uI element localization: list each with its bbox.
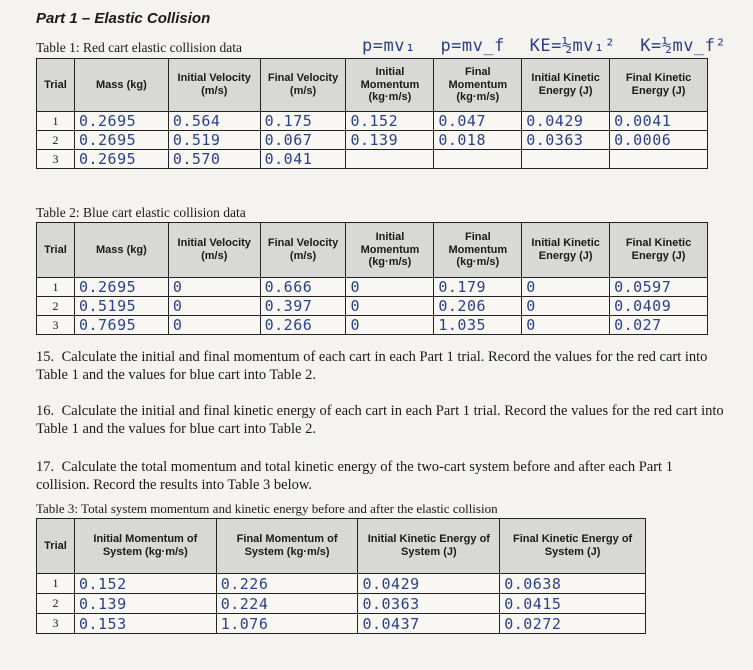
question-17 bbox=[36, 458, 726, 494]
trial-number: 2 bbox=[37, 594, 75, 614]
table-cell: 0.152 bbox=[346, 112, 434, 131]
table-cell bbox=[434, 150, 522, 169]
table-row bbox=[37, 594, 646, 614]
table-cell: 0.666 bbox=[260, 278, 346, 297]
trial-number: 2 bbox=[37, 297, 75, 316]
table-row bbox=[37, 112, 708, 131]
table-cell: 0.2695 bbox=[74, 112, 168, 131]
table1-header-0: Trial bbox=[37, 59, 75, 112]
table-cell: 0 bbox=[522, 297, 610, 316]
table-cell: 0 bbox=[522, 278, 610, 297]
question-number: 15. bbox=[36, 349, 55, 365]
table2-blue-cart bbox=[36, 222, 708, 335]
table1-body bbox=[37, 112, 708, 169]
table3-header-0: Trial bbox=[37, 519, 75, 574]
question-16 bbox=[36, 402, 726, 438]
table2-caption: Table 2: Blue cart elastic collision data bbox=[36, 205, 246, 220]
trial-number: 1 bbox=[37, 574, 75, 594]
table-cell: 0.7695 bbox=[74, 316, 168, 335]
table-cell: 0 bbox=[346, 316, 434, 335]
table-cell: 0.5195 bbox=[74, 297, 168, 316]
question-number: 16. bbox=[36, 403, 55, 419]
table-cell: 1.035 bbox=[434, 316, 522, 335]
table-cell: 0.0429 bbox=[358, 574, 500, 594]
table1-header-4: Initial Momentum (kg·m/s) bbox=[346, 59, 434, 112]
table2-body bbox=[37, 278, 708, 335]
table-cell: 0.0429 bbox=[522, 112, 610, 131]
table-cell: 0.152 bbox=[74, 574, 216, 594]
table1-header-row bbox=[37, 59, 708, 112]
trial-number: 2 bbox=[37, 131, 75, 150]
table2-header-7: Final Kinetic Energy (J) bbox=[610, 223, 708, 278]
table-row bbox=[37, 574, 646, 594]
table-row bbox=[37, 131, 708, 150]
table-cell: 0.027 bbox=[610, 316, 708, 335]
table-cell: 0.0597 bbox=[610, 278, 708, 297]
table-cell: 0 bbox=[346, 297, 434, 316]
table-cell: 1.076 bbox=[216, 614, 358, 634]
trial-number: 3 bbox=[37, 614, 75, 634]
table3-header-3: Initial Kinetic Energy of System (J) bbox=[358, 519, 500, 574]
table-cell: 0.2695 bbox=[74, 131, 168, 150]
table3-header-1: Initial Momentum of System (kg·m/s) bbox=[74, 519, 216, 574]
table-cell: 0.570 bbox=[168, 150, 260, 169]
table-cell: 0.139 bbox=[346, 131, 434, 150]
question-15 bbox=[36, 348, 726, 384]
table-cell: 0.226 bbox=[216, 574, 358, 594]
table-cell: 0.224 bbox=[216, 594, 358, 614]
table3-caption: Table 3: Total system momentum and kinetic energy before and after the elastic collision bbox=[36, 501, 498, 516]
question-number: 17. bbox=[36, 459, 55, 475]
table2-header-1: Mass (kg) bbox=[74, 223, 168, 278]
table1-header-3: Final Velocity (m/s) bbox=[260, 59, 346, 112]
table2-header-5: Final Momentum (kg·m/s) bbox=[434, 223, 522, 278]
table-cell: 0.0041 bbox=[610, 112, 708, 131]
table3-header-4: Final Kinetic Energy of System (J) bbox=[500, 519, 646, 574]
table-cell: 0.139 bbox=[74, 594, 216, 614]
table-cell: 0.2695 bbox=[74, 150, 168, 169]
trial-number: 1 bbox=[37, 278, 75, 297]
table-cell bbox=[522, 150, 610, 169]
table2-header-4: Initial Momentum (kg·m/s) bbox=[346, 223, 434, 278]
table-cell: 0 bbox=[168, 278, 260, 297]
table-cell: 0.519 bbox=[168, 131, 260, 150]
handwritten-formulas bbox=[362, 36, 740, 56]
table2-header-2: Initial Velocity (m/s) bbox=[168, 223, 260, 278]
table-cell: 0 bbox=[346, 278, 434, 297]
table-cell bbox=[346, 150, 434, 169]
table-cell: 0.041 bbox=[260, 150, 346, 169]
table-cell: 0 bbox=[168, 316, 260, 335]
part-title: Part 1 – Elastic Collision bbox=[36, 10, 211, 27]
question-text: Calculate the initial and final momentum of each cart in each Part 1 trial. Record the values for the red cart into Table 1 and the values for blue cart into Table 2. bbox=[36, 349, 708, 383]
table-cell: 0.2695 bbox=[74, 278, 168, 297]
table3-system-totals bbox=[36, 518, 646, 634]
trial-number: 1 bbox=[37, 112, 75, 131]
table-cell bbox=[610, 150, 708, 169]
table-cell: 0.067 bbox=[260, 131, 346, 150]
table-row bbox=[37, 614, 646, 634]
table1-header-7: Final Kinetic Energy (J) bbox=[610, 59, 708, 112]
question-text: Calculate the initial and final kinetic energy of each cart in each Part 1 trial. Record the values for the red cart into Table 1 and the values for blue cart into Table 2. bbox=[36, 403, 724, 437]
table2-header-row bbox=[37, 223, 708, 278]
table-cell: 0.175 bbox=[260, 112, 346, 131]
table3-body bbox=[37, 574, 646, 634]
table-cell: 0 bbox=[522, 316, 610, 335]
table-cell: 0.0363 bbox=[522, 131, 610, 150]
table-cell: 0 bbox=[168, 297, 260, 316]
question-text: Calculate the total momentum and total kinetic energy of the two-cart system before and after each Part 1 collision. Record the results into Table 3 below. bbox=[36, 459, 673, 493]
table-row bbox=[37, 150, 708, 169]
table1-header-5: Final Momentum (kg·m/s) bbox=[434, 59, 522, 112]
table-row bbox=[37, 278, 708, 297]
formula-final-momentum: p=mv_f bbox=[440, 36, 505, 56]
table-row bbox=[37, 297, 708, 316]
trial-number: 3 bbox=[37, 150, 75, 169]
table2-header-0: Trial bbox=[37, 223, 75, 278]
table-cell: 0.206 bbox=[434, 297, 522, 316]
table1-red-cart bbox=[36, 58, 708, 169]
formula-final-ke: K=½mv_f² bbox=[640, 36, 727, 56]
table-cell: 0.0363 bbox=[358, 594, 500, 614]
table-cell: 0.0638 bbox=[500, 574, 646, 594]
table-cell: 0.0272 bbox=[500, 614, 646, 634]
table3-header-2: Final Momentum of System (kg·m/s) bbox=[216, 519, 358, 574]
table-cell: 0.0437 bbox=[358, 614, 500, 634]
table-cell: 0.047 bbox=[434, 112, 522, 131]
trial-number: 3 bbox=[37, 316, 75, 335]
table-cell: 0.153 bbox=[74, 614, 216, 634]
table-cell: 0.0006 bbox=[610, 131, 708, 150]
formula-initial-momentum: p=mv₁ bbox=[362, 36, 416, 56]
table2-header-3: Final Velocity (m/s) bbox=[260, 223, 346, 278]
table1-header-2: Initial Velocity (m/s) bbox=[168, 59, 260, 112]
table1-caption: Table 1: Red cart elastic collision data bbox=[36, 40, 242, 55]
table-cell: 0.018 bbox=[434, 131, 522, 150]
table-cell: 0.564 bbox=[168, 112, 260, 131]
table-row bbox=[37, 316, 708, 335]
table-cell: 0.0409 bbox=[610, 297, 708, 316]
formula-initial-ke: KE=½mv₁² bbox=[529, 36, 616, 56]
table1-header-6: Initial Kinetic Energy (J) bbox=[522, 59, 610, 112]
table-cell: 0.179 bbox=[434, 278, 522, 297]
table-cell: 0.0415 bbox=[500, 594, 646, 614]
table1-header-1: Mass (kg) bbox=[74, 59, 168, 112]
table3-header-row bbox=[37, 519, 646, 574]
table2-header-6: Initial Kinetic Energy (J) bbox=[522, 223, 610, 278]
table-cell: 0.266 bbox=[260, 316, 346, 335]
table-cell: 0.397 bbox=[260, 297, 346, 316]
